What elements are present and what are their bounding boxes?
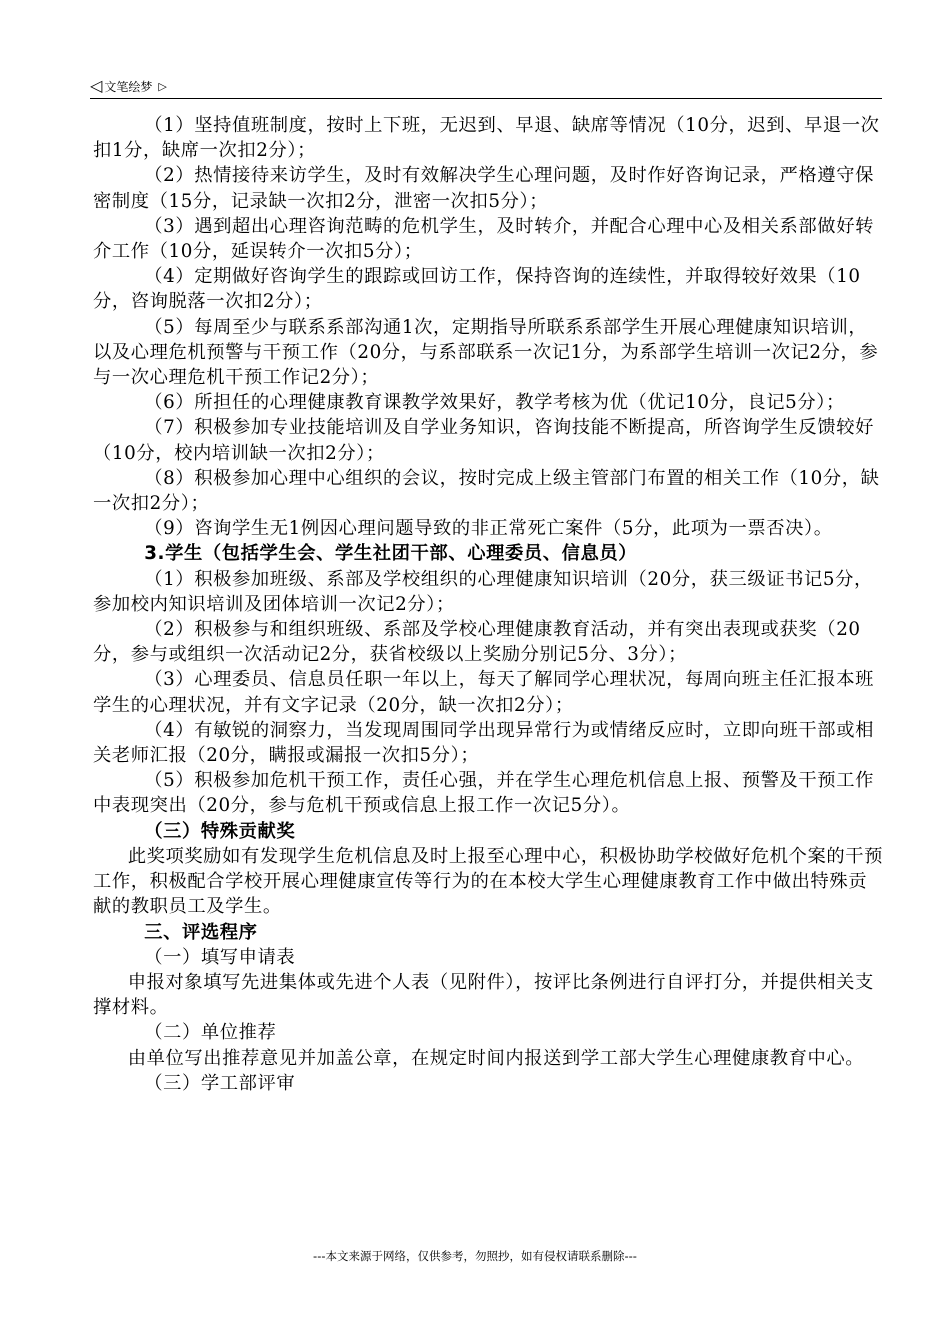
paragraph: （5）积极参加危机干预工作，责任心强，并在学生心理危机信息上报、预警及干预工作中表现突出（20分，参与危机干预或信息上报工作一次记5分）。 (93, 770, 874, 817)
paragraph: （9）咨询学生无1例因心理问题导致的非正常死亡案件（5分，此项为一票否决）。 (144, 518, 833, 540)
paragraph: （8）积极参加心理中心组织的会议，按时完成上级主管部门布置的相关工作（10分，缺一次扣2分）； (93, 467, 880, 515)
paragraph: （7）积极参加专业技能培训及自学业务知识，咨询技能不断提高，所咨询学生反馈较好（10分，校内培训缺一次扣2分）； (93, 417, 874, 464)
paragraph: （1）积极参加班级、系部及学校组织的心理健康知识培训（20分，获三级证书记5分，参加校内知识培训及团体培训一次记2分）； (93, 568, 873, 615)
paragraph: （6）所担任的心理健康教育课教学效果好，教学考核为优（优记10分，良记5分）； (144, 392, 845, 414)
paragraph: （5）每周至少与联系系部沟通1次，定期指导所联系系部学生开展心理健康知识培训，以及心理危机预警与干预工作（20分，与系部联系一次记1分，为系部学生培训一次记2分，参与一次心理危机干预工作记2分）； (93, 316, 879, 389)
document-body (93, 113, 883, 1096)
section-heading: 3.学生（包括学生会、学生社团干部、心理委员、信息员） (144, 543, 638, 565)
page-header (90, 74, 882, 99)
subsection-heading: （一）填写申请表 (144, 946, 296, 968)
subsection-heading: （三）学工部评审 (144, 1072, 296, 1094)
paragraph: （4）定期做好咨询学生的跟踪或回访工作，保持咨询的连续性，并取得较好效果（10分，咨询脱落一次扣2分）； (93, 266, 861, 313)
paragraph: （3）遇到超出心理咨询范畴的危机学生，及时转介，并配合心理中心及相关系部做好转介工作（10分，延误转介一次扣5分）； (93, 215, 874, 263)
paragraph: （2）热情接待来访学生，及时有效解决学生心理问题，及时作好咨询记录，严格遵守保密制度（15分，记录缺一次扣2分，泄密一次扣5分）； (93, 165, 874, 212)
triangle-left-icon: ◁ (90, 76, 103, 95)
section-heading: 三、评选程序 (144, 921, 258, 943)
paragraph: （1）坚持值班制度，按时上下班，无迟到、早退、缺席等情况（10分，迟到、早退一次扣1分，缺席一次扣2分）； (93, 115, 880, 162)
paragraph: （3）心理委员、信息员任职一年以上，每天了解同学心理状况，每周向班主任汇报本班学生的心理状况，并有文字记录（20分，缺一次扣2分）； (93, 669, 874, 716)
header-title: 文笔绘梦 (104, 79, 153, 94)
paragraph: 由单位写出推荐意见并加盖公章，在规定时间内报送到学工部大学生心理健康教育中心。 (127, 1047, 865, 1069)
paragraph: （4）有敏锐的洞察力，当发现周围同学出现异常行为或情绪反应时，立即向班干部或相关老师汇报（20分，瞒报或漏报一次扣5分）； (93, 719, 874, 767)
page-footer: ---本文来源于网络，仅供参考，勿照抄，如有侵权请联系删除--- (313, 1249, 637, 1263)
subsection-heading: （二）单位推荐 (144, 1022, 277, 1044)
triangle-right-icon: ▷ (158, 79, 167, 93)
section-heading: （三）特殊贡献奖 (144, 820, 296, 842)
paragraph: 申报对象填写先进集体或先进个人表（见附件），按评比条例进行自评打分，并提供相关支撑材料。 (93, 971, 874, 1019)
paragraph: （2）积极参与和组织班级、系部及学校心理健康教育活动，并有突出表现或获奖（20分，参与或组织一次活动记2分，获省校级以上奖励分别记5分、3分）； (93, 619, 861, 666)
paragraph: 此奖项奖励如有发现学生危机信息及时上报至心理中心，积极协助学校做好危机个案的干预工作，积极配合学校开展心理健康宣传等行为的在本校大学生心理健康教育工作中做出特殊贡献的教职员工及学生。 (93, 845, 884, 918)
